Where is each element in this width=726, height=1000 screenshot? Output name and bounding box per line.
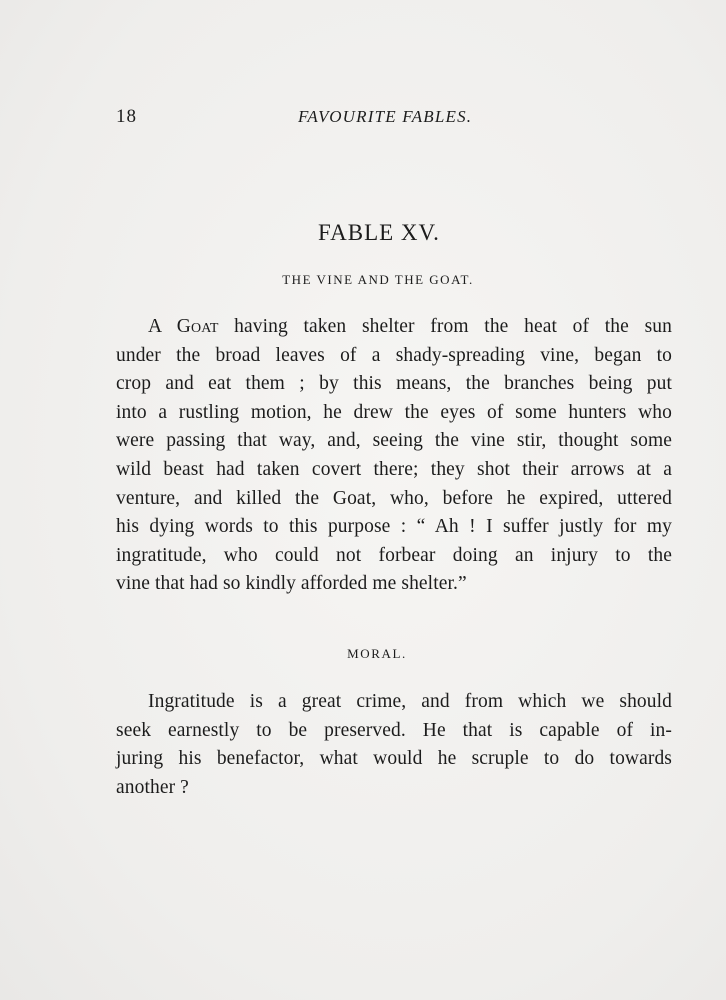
- fable-line-text: having taken shelter from the heat of the sun: [218, 316, 672, 337]
- fable-body: [116, 313, 672, 599]
- fable-line: under the broad leaves of a shady-spreading vine, began to: [116, 344, 672, 366]
- moral-heading: MORAL.: [347, 646, 407, 661]
- page-number: 18: [116, 106, 137, 127]
- moral-line: juring his benefactor, what would he scruple to do towards: [116, 748, 672, 770]
- fable-line: ingratitude, who could not forbear doing an injury to the: [116, 544, 672, 566]
- fable-line: venture, and killed the Goat, who, before he expired, uttered: [116, 487, 672, 509]
- opening-smallcaps: Goat: [176, 316, 219, 337]
- moral-line: seek earnestly to be preserved. He that is capable of in-: [116, 719, 672, 741]
- moral-line: Ingratitude is a great crime, and from which we should: [148, 691, 672, 712]
- moral-body: [116, 688, 672, 802]
- moral-line: another ?: [116, 776, 189, 798]
- fable-line: were passing that way, and, seeing the vine stir, thought some: [116, 430, 672, 452]
- fable-subtitle: THE VINE AND THE GOAT.: [282, 272, 474, 287]
- fable-line: [116, 313, 672, 342]
- fable-title: FABLE XV.: [318, 220, 440, 245]
- fable-line: vine that had so kindly afforded me shelter.”: [116, 573, 467, 595]
- opening-word: A: [148, 316, 162, 337]
- fable-line: into a rustling motion, he drew the eyes of some hunters who: [116, 401, 672, 423]
- running-head: FAVOURITE FABLES.: [298, 107, 473, 126]
- fable-line: wild beast had taken covert there; they shot their arrows at a: [116, 458, 672, 480]
- fable-line: his dying words to this purpose : “ Ah ! I suffer justly for my: [116, 516, 672, 538]
- fable-line: crop and eat them ; by this means, the branches being put: [116, 373, 672, 395]
